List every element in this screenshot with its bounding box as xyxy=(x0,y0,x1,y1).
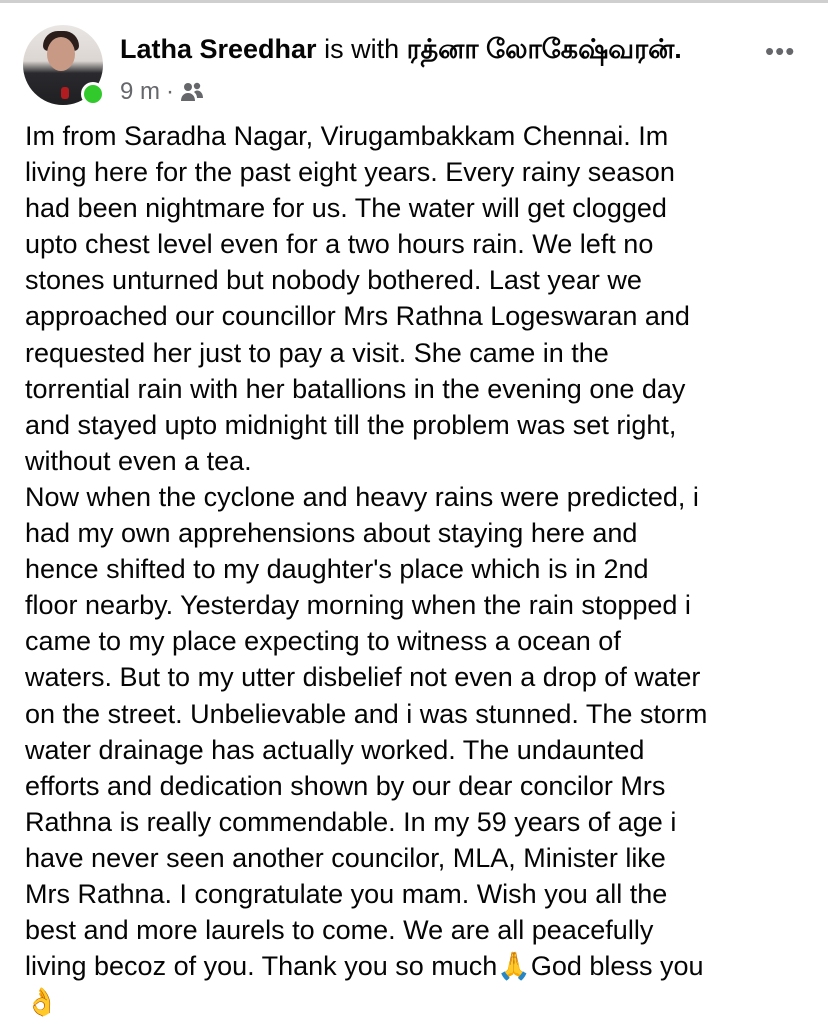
post-text-line: living here for the past eight years. Every rainy season xyxy=(25,157,675,188)
post-text xyxy=(25,118,825,1020)
post-text-line: water drainage has actually worked. The undaunted xyxy=(25,734,645,765)
separator: · xyxy=(166,78,175,105)
post-text-line: floor nearby. Yesterday morning when the rain stopped i xyxy=(25,590,691,621)
avatar-face xyxy=(47,37,75,71)
post-text-line: approached our councillor Mrs Rathna Logeswaran and xyxy=(25,301,690,332)
avatar-pendant xyxy=(61,87,69,99)
post-meta xyxy=(120,78,204,106)
post-text-line: on the street. Unbelievable and i was stunned. The storm xyxy=(25,698,708,729)
post-text-line: upto chest level even for a two hours rain. We left no xyxy=(25,229,654,260)
post-text-line: hence shifted to my daughter's place which is in 2nd xyxy=(25,554,649,585)
post-text-line: stones unturned but nobody bothered. Last year we xyxy=(25,265,642,296)
post-text-line: came to my place expecting to witness a ocean of xyxy=(25,626,621,657)
post-text-line: and stayed upto midnight till the problem was set right, xyxy=(25,409,677,440)
friends-icon[interactable] xyxy=(180,81,204,103)
post-text-line: living becoz of you. Thank you so much🙏God bless you xyxy=(25,951,704,982)
post-text-line: best and more laurels to come. We are all peacefully xyxy=(25,915,654,946)
post-text-line: without even a tea. xyxy=(25,445,252,476)
post-text-line: Im from Saradha Nagar, Virugambakkam Chennai. Im xyxy=(25,121,669,151)
with-text: is with xyxy=(324,34,400,64)
post-text-line: have never seen another councilor, MLA, Minister like xyxy=(25,842,666,873)
post-text-line: Rathna is really commendable. In my 59 years of age i xyxy=(25,806,677,837)
more-options-button[interactable]: ••• xyxy=(765,36,796,66)
post-text-line: had been nightmare for us. The water will get clogged xyxy=(25,193,667,224)
post-text-line: waters. But to my utter disbelief not even a drop of water xyxy=(25,662,701,693)
post-text-line: efforts and dedication shown by our dear concilor Mrs xyxy=(25,770,666,801)
top-divider xyxy=(0,0,828,3)
post-text-line: torrential rain with her batallions in the evening one day xyxy=(25,373,686,404)
online-status-icon xyxy=(81,82,105,106)
post-header xyxy=(120,34,682,69)
post-text-line: requested her just to pay a visit. She came in the xyxy=(25,337,609,368)
post-text-line: Mrs Rathna. I congratulate you mam. Wish you all the xyxy=(25,878,668,909)
post-text-line: had my own apprehensions about staying here and xyxy=(25,518,638,549)
post-text-line: Now when the cyclone and heavy rains were predicted, i xyxy=(25,481,699,512)
post-time[interactable]: 9 m xyxy=(120,78,161,105)
tagged-person[interactable]: ரத்னா லோகேஷ்வரன். xyxy=(406,34,682,64)
post-text-line: 👌 xyxy=(25,987,59,1018)
author-name[interactable]: Latha Sreedhar xyxy=(120,34,317,64)
